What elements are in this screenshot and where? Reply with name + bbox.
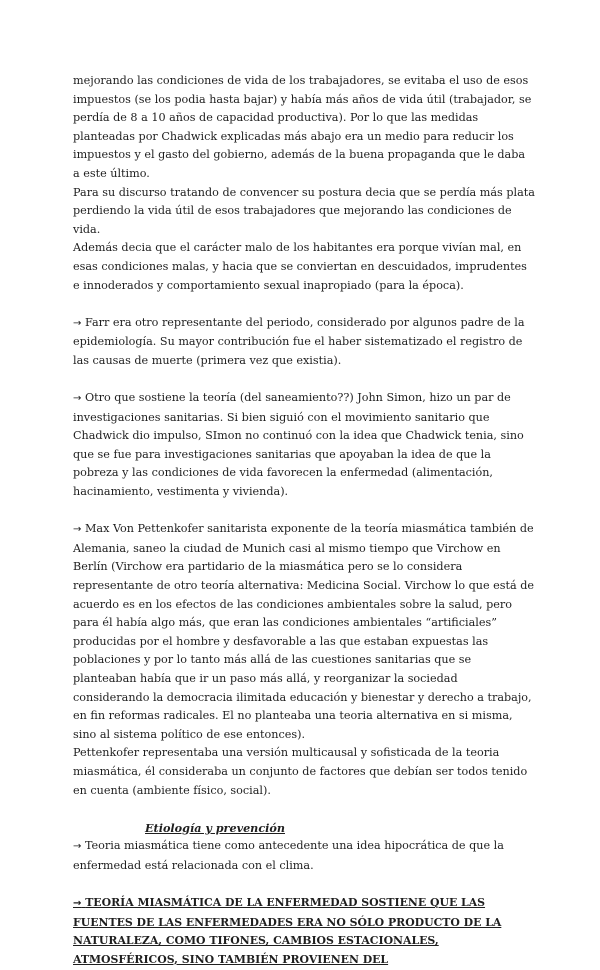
arrow-icon: →: [73, 898, 82, 910]
arrow-icon: →: [73, 524, 82, 536]
spacer: [73, 800, 535, 819]
paragraph-pettenkofer-multicausal: Pettenkofer representaba una versión multicausal y sofisticada de la teoria miasmática, él consideraba un conjunto de factores que debían ser todos tenido en cuenta (ambiente físico, social).: [73, 746, 528, 797]
paragraph-inhabitants-character: Además decia que el carácter malo de los habitantes era porque vivían mal, en esas condiciones malas, y hacia que se conviertan en descuidados, imprudentes e innoderados y comportamiento sexual inapropiado (para la época).: [73, 241, 527, 292]
paragraph-hippocratic: [73, 837, 535, 875]
paragraph-pettenkofer-virchow-text: Max Von Pettenkofer sanitarista exponente de la teoría miasmática también de Alemania, saneo la ciudad de Munich casi al mismo tiempo que Virchow en Berlín (Virchow era partidario de la miasmática pero se lo considera representante de otro teoría alternativa: Medicina Social. Virchow lo que está de acuerdo es en los efectos de las condiciones ambientales sobre la salud, pero para él había algo más, que eran las condiciones ambientales “artificiales” producidas por el hombre y desfavorable a las que estaban expuestas las poblaciones y por lo tanto más allá de las cuestiones sanitarias que se planteaban había que ir un paso más allá, y reorganizar la sociedad considerando la democracia ilimitada educación y bienestar y derecho a trabajo, en fin reformas radicales. El no planteaba una teoria alternativa en si misma, sino al sistema político de ese entonces).: [73, 522, 535, 741]
paragraph-john-simon: [73, 389, 535, 502]
arrow-icon: →: [73, 393, 82, 405]
paragraph-john-simon-text: Otro que sostiene la teoría (del saneamiento??) John Simon, hizo un par de investigaciones sanitarias. Si bien siguió con el movimiento sanitario que Chadwick dio impulso, SImon no continuó con la idea que Chadwick tenia, sino que se fue para investigaciones sanitarias que apoyaban la idea de que la pobreza y las condiciones de vida favorecen la enfermedad (alimentación, hacinamiento, vestimenta y vivienda).: [73, 391, 524, 499]
paragraph-farr: [73, 314, 535, 371]
spacer: [73, 371, 535, 390]
paragraph-chadwick-discourse: Para su discurso tratando de convencer su postura decia que se perdía más plata perdiendo la vida útil de esos trabajadores que mejorando las condiciones de vida.: [73, 185, 535, 236]
arrow-icon: →: [73, 841, 82, 853]
paragraph-miasmatic-theory-text: TEORÍA MIASMÁTICA DE LA ENFERMEDAD SOSTIENE QUE LAS FUENTES DE LAS ENFERMEDADES ERA NO SÓLO PRODUCTO DE LA NATURALEZA, COMO TIFONES, CAMBIOS ESTACIONALES, ATMOSFÉRICOS, SINO TAMBIÉN PROVIENEN DEL: [73, 896, 502, 966]
spacer: [73, 502, 535, 521]
paragraph-miasmatic-theory: [73, 894, 535, 969]
paragraph-hippocratic-text: Teoria miasmática tiene como antecedente una idea hipocrática de que la enfermedad está relacionada con el clima.: [73, 839, 504, 872]
spacer: [73, 295, 535, 314]
paragraph-chadwick-taxes: mejorando las condiciones de vida de los trabajadores, se evitaba el uso de esos impuestos (se los podia hasta bajar) y había más años de vida útil (trabajador, se perdía de 8 a 10 años de capacidad productiva). Por lo que las medidas planteadas por Chadwick explicadas más abajo era un medio para reducir los impuestos y el gasto del gobierno, además de la buena propaganda que le daba a este último.: [73, 74, 532, 180]
paragraph-pettenkofer-virchow: [73, 520, 535, 744]
spacer: [73, 876, 535, 895]
section-heading: Etiología y prevención: [145, 820, 285, 835]
arrow-icon: →: [73, 317, 82, 329]
paragraph-farr-text: Farr era otro representante del periodo, considerado por algunos padre de la epidemiología. Su mayor contribución fue el haber sistematizado el registro de las causas de muerte (primera vez que existia).: [73, 315, 525, 367]
document-body: [73, 72, 535, 970]
